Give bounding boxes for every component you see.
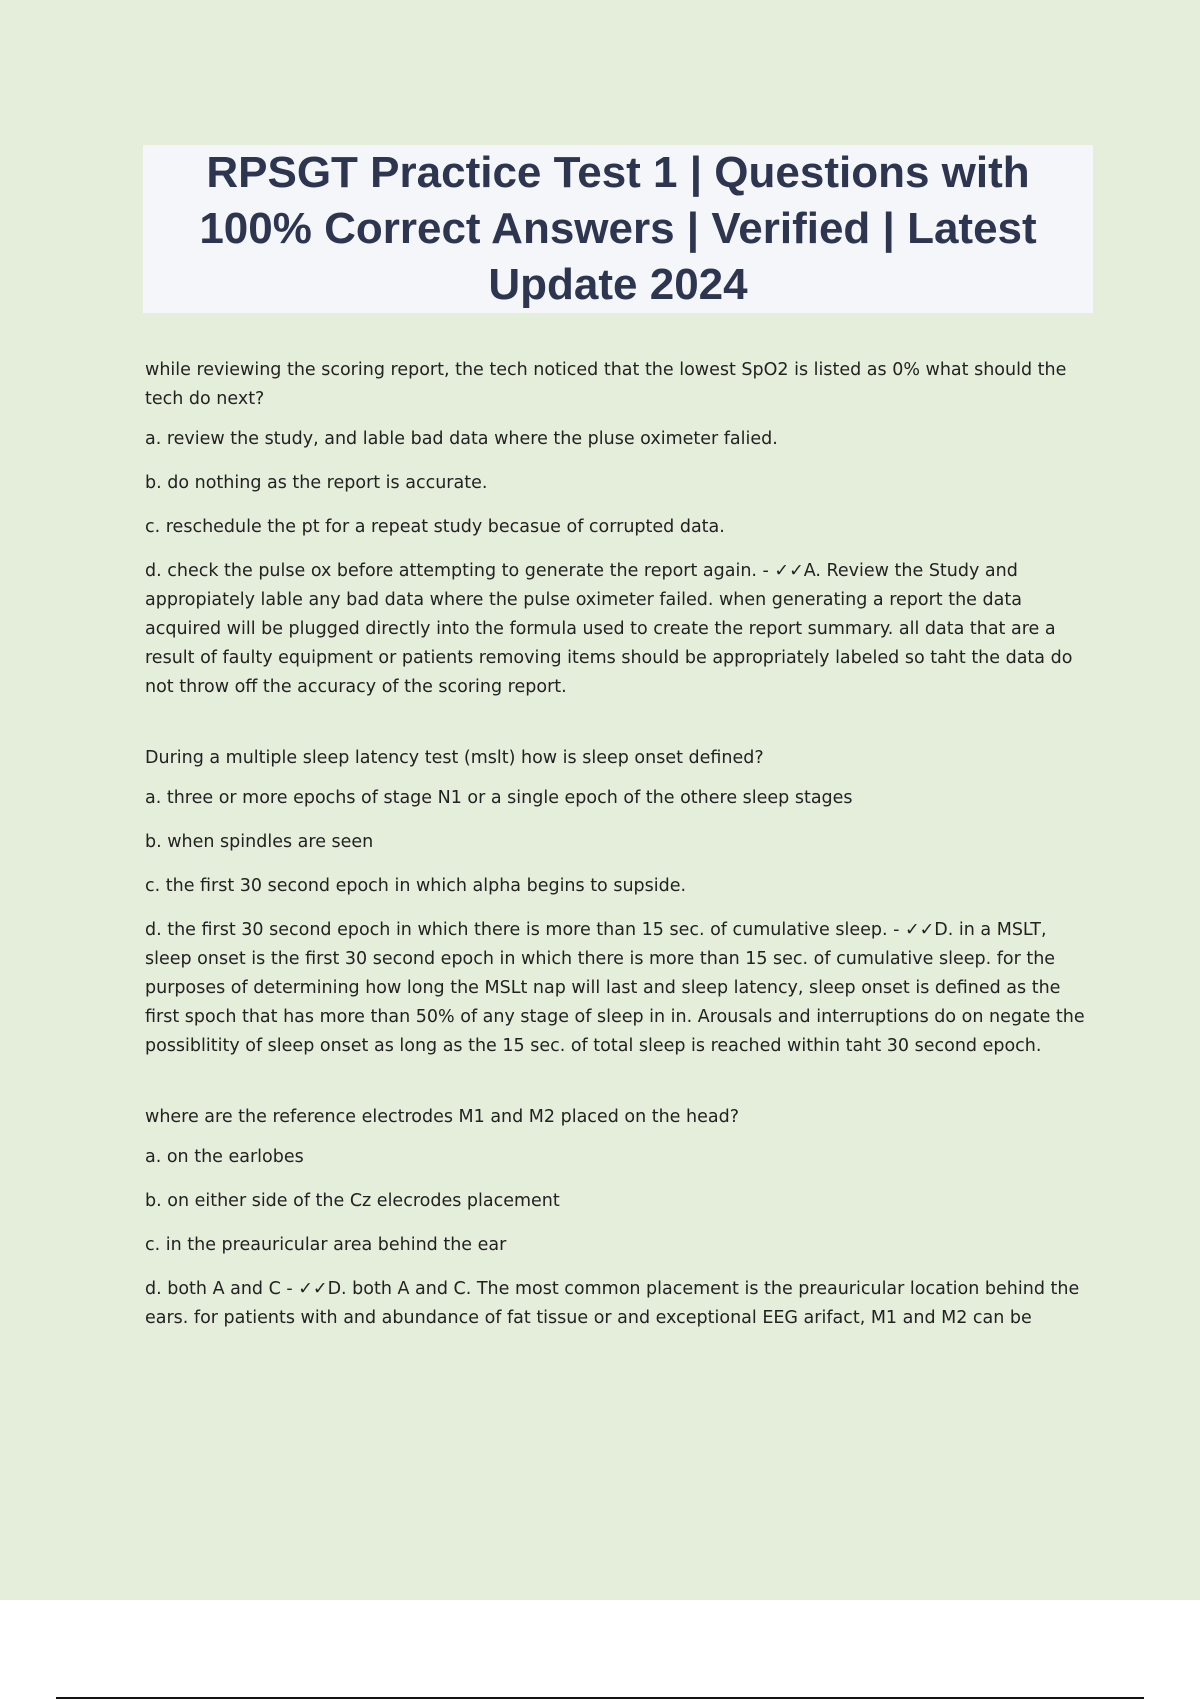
option-d-with-answer: d. the first 30 second epoch in which there is more than 15 sec. of cumulative sleep. - ✓✓D. in a MSLT, sleep onset is the first 30 second epoch in which there is more than 15 sec. of cumulative sleep. for the purposes of determining how long the MSLt nap will last and sleep latency, sleep onset is defined as the first spoch that has more than 50% of any stage of sleep in in. Arousals and interruptions do on negate the possiblitity of sleep onset as long as the 15 sec. of total sleep is reached within taht 30 second epoch. [145,920,1085,1056]
questions-section [145,356,1090,1375]
question-text: while reviewing the scoring report, the tech noticed that the lowest SpO2 is listed as 0% what should the tech do next? [145,360,1067,409]
question-block-3 [145,1103,1090,1333]
page-divider-line [56,1697,1144,1699]
option-b: b. do nothing as the report is accurate. [145,473,488,493]
title-banner [143,145,1093,313]
option-c: c. in the preauricular area behind the ear [145,1235,507,1255]
option-d-with-answer: d. check the pulse ox before attempting to generate the report again. - ✓✓A. Review the Study and appropiately lable any bad data where the pulse oximeter failed. when generating a report the data acquired will be plugged directly into the formula used to create the report summary. all data that are a result of faulty equipment or patients removing items should be appropriately labeled so taht the data do not throw off the accuracy of the scoring report. [145,561,1073,697]
option-a: a. three or more epochs of stage N1 or a single epoch of the othere sleep stages [145,788,853,808]
question-text: where are the reference electrodes M1 and M2 placed on the head? [145,1107,739,1127]
document-title: RPSGT Practice Test 1 | Questions with 100% Correct Answers | Verified | Latest Update 2024 [199,148,1037,309]
question-block-2 [145,744,1090,1061]
option-c: c. the first 30 second epoch in which alpha begins to supside. [145,876,687,896]
option-c: c. reschedule the pt for a repeat study becasue of corrupted data. [145,517,725,537]
option-a: a. on the earlobes [145,1147,304,1167]
option-b: b. when spindles are seen [145,832,374,852]
option-a: a. review the study, and lable bad data where the pluse oximeter falied. [145,429,778,449]
option-d-with-answer: d. both A and C - ✓✓D. both A and C. The most common placement is the preauricular location behind the ears. for patients with and abundance of fat tissue or and exceptional EEG arifact, M1 and M2 can be [145,1279,1080,1328]
option-b: b. on either side of the Cz elecrodes placement [145,1191,560,1211]
question-text: During a multiple sleep latency test (mslt) how is sleep onset defined? [145,748,764,768]
question-block-1 [145,356,1090,702]
